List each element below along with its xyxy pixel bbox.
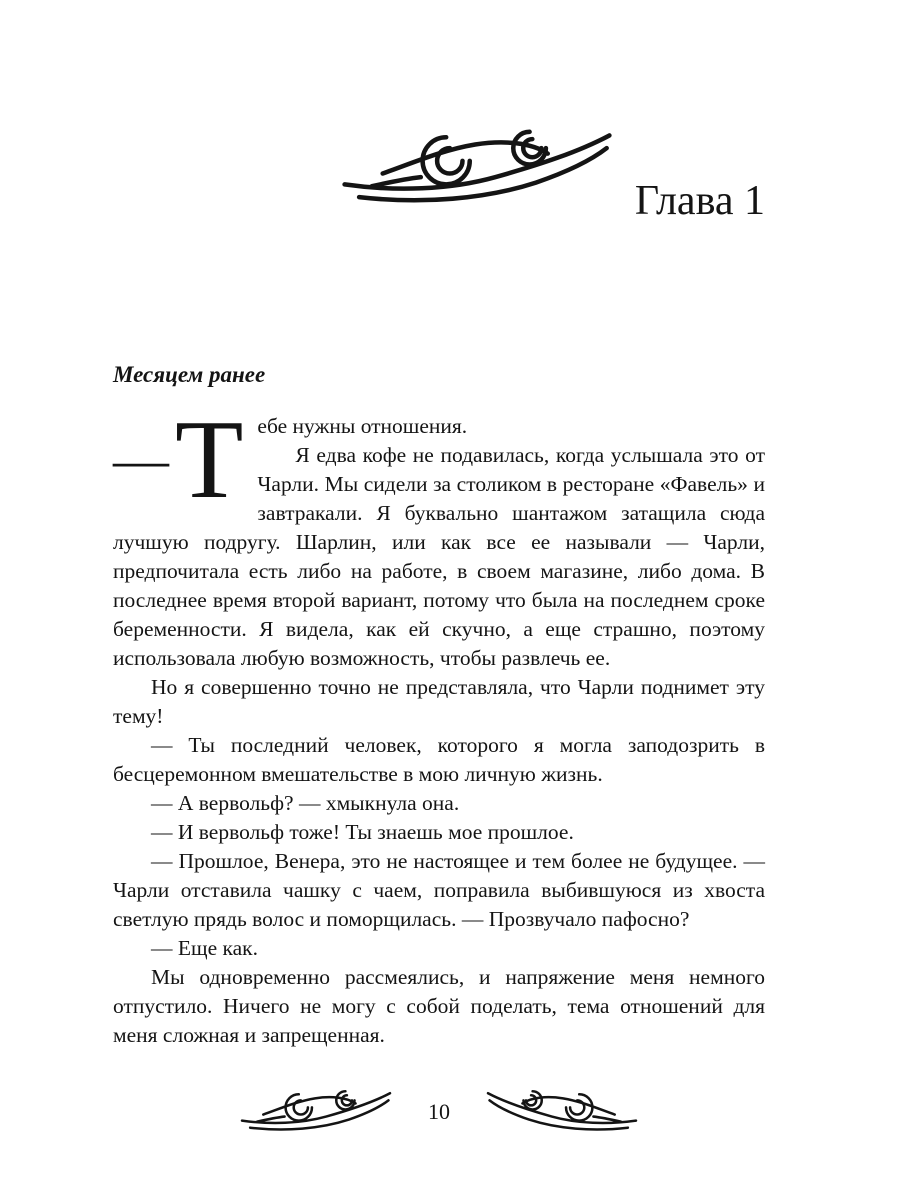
paragraph: — Ты последний человек, которого я могла заподозрить в бесцеремонном вмешательстве в мою личную жизнь. xyxy=(113,733,765,786)
section-heading: Месяцем ранее xyxy=(113,362,266,387)
paragraph: Но я совершенно точно не представляла, что Чарли поднимет эту тему! xyxy=(113,675,765,728)
paragraph: — Прошлое, Венера, это не настоящее и тем более не будущее. — Чарли отставила чашку с чаем, поправила выбившуюся из хвоста светлую прядь волос и поморщилась. — Прозвучало пафосно? xyxy=(113,849,765,931)
paragraph: Мы одновременно рассмеялись, и напряжение меня немного отпустило. Ничего не могу с собой поделать, тема отношений для меня сложная и запрещенная. xyxy=(113,965,765,1047)
paragraph: — А вервольф? — хмыкнула она. xyxy=(151,791,460,815)
chapter-title: Глава 1 xyxy=(634,178,765,224)
page-footer xyxy=(113,1084,765,1140)
page-content xyxy=(113,0,765,1140)
dropcap-line: ебе нужны отношения. xyxy=(257,414,468,438)
dropcap-group xyxy=(113,398,244,522)
wave-ornament-icon xyxy=(240,1084,392,1140)
page-number: 10 xyxy=(428,1099,450,1124)
paragraph: — Еще как. xyxy=(151,936,258,960)
dropcap-letter: Т xyxy=(175,398,244,522)
dropcap-dash: — xyxy=(113,429,169,491)
wave-ornament-icon xyxy=(486,1084,638,1140)
paragraph: — И вервольф тоже! Ты знаешь мое прошлое. xyxy=(151,820,574,844)
paragraph: Я едва кофе не подавилась, когда услышала это от Чарли. Мы сидели за столиком в ресторане «Фавель» и завтракали. Я буквально шантажом затащила сюда лучшую подругу. Шарлин, или как все ее называли — Чарли, предпочитала есть либо на работе, в своем магазине, либо дома. В последнее время второй вариант, потому что была на последнем сроке беременности. Я видела, как ей скучно, а еще страшно, поэтому использовала любую возможность, чтобы развлечь ее. xyxy=(113,443,765,670)
chapter-header xyxy=(113,0,765,224)
body-text xyxy=(113,398,765,1050)
wave-ornament-icon xyxy=(341,114,613,224)
